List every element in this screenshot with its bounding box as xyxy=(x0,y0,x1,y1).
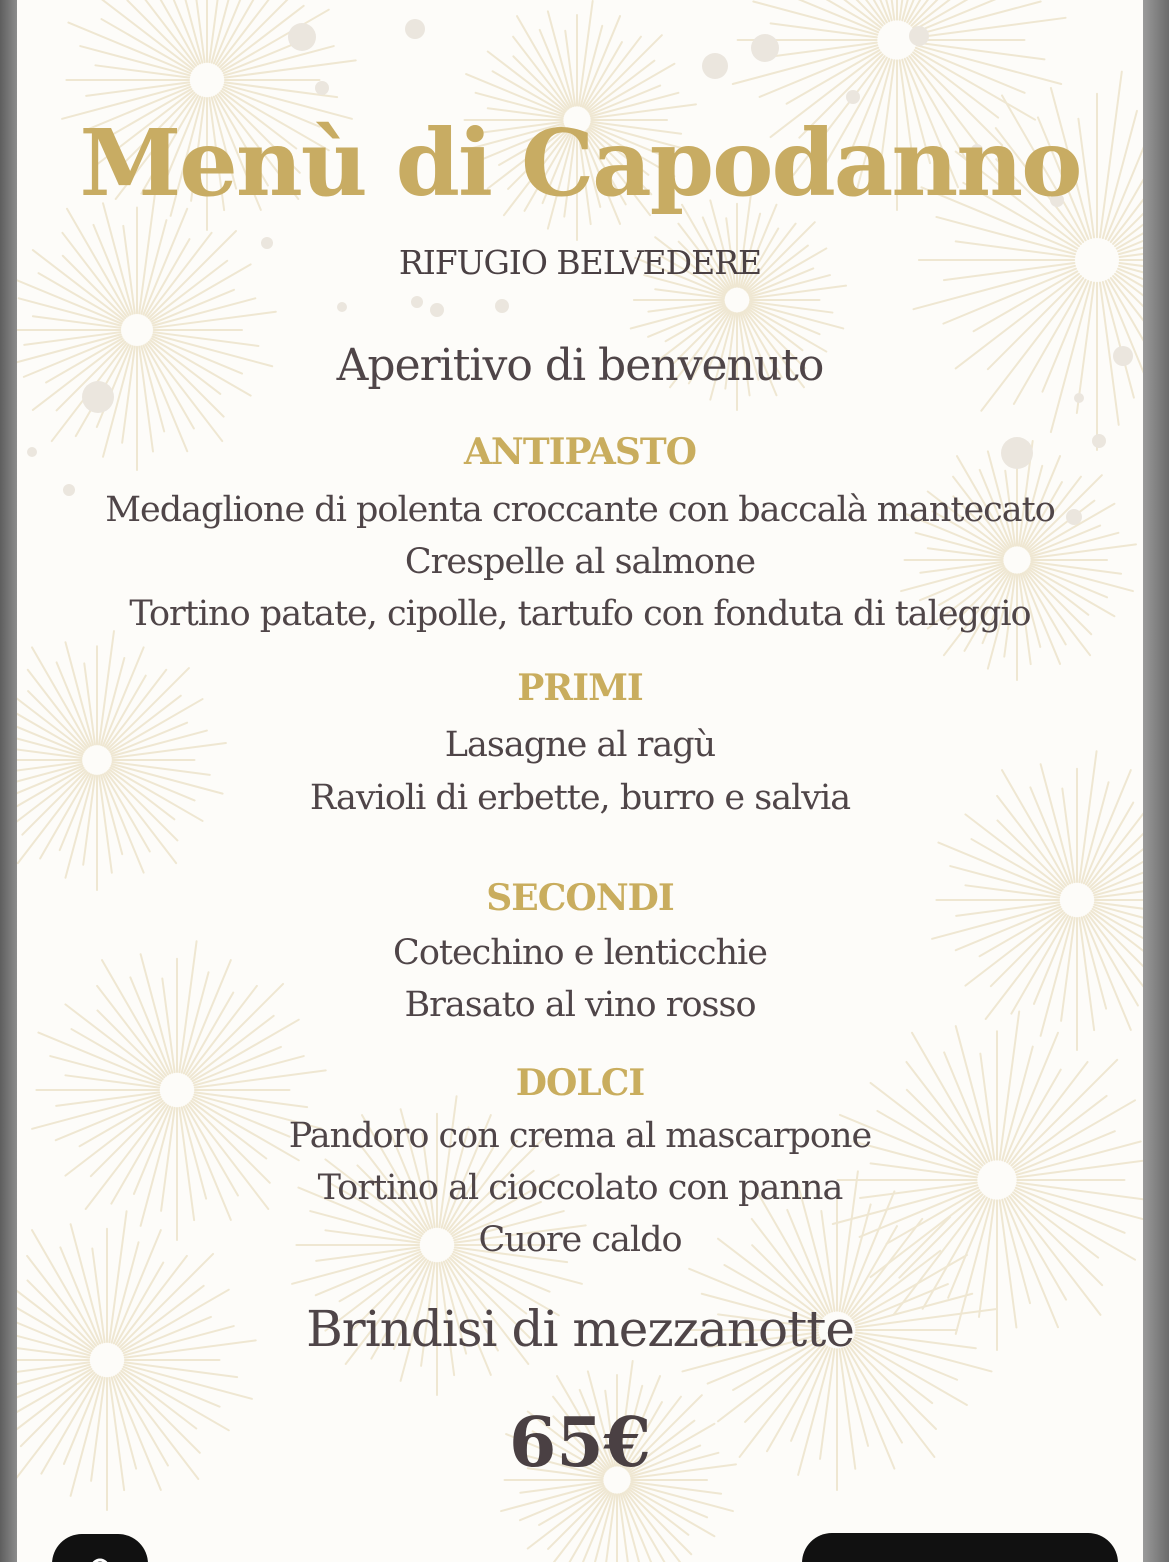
section-title-primi: PRIMI xyxy=(517,667,643,709)
section-title-antipasto: ANTIPASTO xyxy=(464,431,696,473)
user-icon xyxy=(84,1556,116,1562)
menu-item: Lasagne al ragù xyxy=(444,725,716,765)
welcome-aperitif: Aperitivo di benvenuto xyxy=(336,340,824,391)
menu-content xyxy=(17,0,1143,1562)
restaurant-name: RIFUGIO BELVEDERE xyxy=(398,243,762,282)
menu-item: Crespelle al salmone xyxy=(404,542,756,582)
profile-button[interactable] xyxy=(52,1534,148,1562)
menu-item: Pandoro con crema al mascarpone xyxy=(288,1116,872,1156)
menu-card xyxy=(17,0,1143,1562)
section-title-secondi: SECONDI xyxy=(486,877,674,919)
menu-item: Medaglione di polenta croccante con baccalà mantecato xyxy=(105,490,1055,530)
menu-item: Tortino al cioccolato con panna xyxy=(317,1168,843,1208)
menu-item: Ravioli di erbette, burro e salvia xyxy=(309,778,851,818)
section-title-dolci: DOLCI xyxy=(515,1062,645,1104)
midnight-toast: Brindisi di mezzanotte xyxy=(306,1300,854,1358)
menu-title: Menù di Capodanno xyxy=(79,109,1081,217)
menu-price: 65€ xyxy=(509,1403,651,1483)
menu-item: Brasato al vino rosso xyxy=(404,985,756,1025)
menu-item: Cuore caldo xyxy=(478,1220,682,1260)
frame-right-edge xyxy=(1143,0,1169,1562)
action-button[interactable] xyxy=(802,1533,1118,1562)
menu-item: Tortino patate, cipolle, tartufo con fonduta di taleggio xyxy=(129,594,1031,634)
frame-left-edge xyxy=(0,0,17,1562)
menu-item: Cotechino e lenticchie xyxy=(393,933,767,973)
